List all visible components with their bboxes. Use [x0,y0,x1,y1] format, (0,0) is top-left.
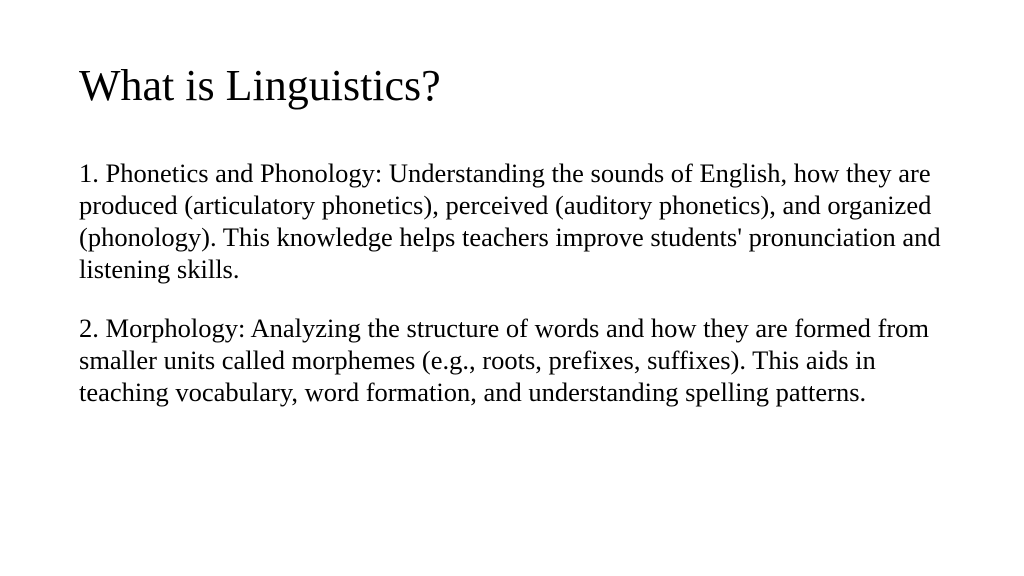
slide-body [79,157,959,435]
paragraph-phonetics-phonology: 1. Phonetics and Phonology: Understanding the sounds of English, how they are produced (articulatory phonetics), perceived (auditory phonetics), and organized (phonology). This knowledge helps teachers improve students' pronunciation and listening skills. [79,158,941,284]
slide-title: What is Linguistics? [79,61,441,110]
paragraph-morphology: 2. Morphology: Analyzing the structure of words and how they are formed from smaller units called morphemes (e.g., roots, prefixes, suffixes). This aids in teaching vocabulary, word formation, and understanding spelling patterns. [79,313,930,407]
